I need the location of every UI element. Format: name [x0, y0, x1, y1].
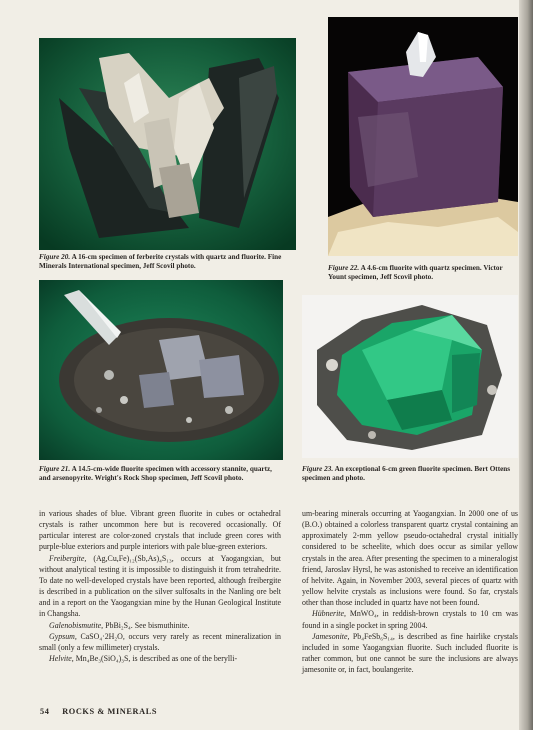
paragraph: Hübnerite, MnWO₄, in reddish-brown crystals to 10 cm was found in a single pocket in spring 2004.: [302, 609, 518, 630]
paragraph: Jamesonite, Pb₄FeSb₆S₁₄, is described as fine hairlike crystals included in some Yaogangxian fluorite. Such included fluorite is rather common, but one cannot be sure the inclusions are always jamesonite or, in fact, boulangerite.: [302, 631, 518, 675]
figure-20-text: A 16-cm specimen of ferberite crystals with quartz and fluorite. Fine Minerals International specimen, Jeff Scovil photo.: [39, 253, 282, 270]
paragraph: Gypsum, CaSO₄·2H₂O, occurs very rarely as recent mineralization in small (only a few millimeter) crystals.: [39, 631, 281, 652]
paragraph: um-bearing minerals occurring at Yaogangxian. In 2000 one of us (B.O.) obtained a colorless transparent quartz crystal containing an approximately 2-mm yellow pseudo-octahedral crystal initially considered to be scheelite, which does occur as similar yellow crystals in the area. After presenting the specimen to a mineralogist friend, Jaroslav Hyrsl, he was astonished to receive an identification of helvite. Again, in November 2003, several pieces of quartz with yellow helvite crystals as inclusions were found. So far, crystals other than those included in quartz have not been found.: [302, 509, 518, 608]
figure-23-text: An exceptional 6-cm green fluorite specimen. Bert Ottens specimen and photo.: [302, 465, 511, 482]
paragraph: Galenobismutite, PbBi₂S₄. See bismuthinite.: [49, 620, 190, 630]
mineral-term: Gypsum,: [49, 631, 77, 641]
figure-23-photo: [302, 295, 518, 458]
figure-23-caption: [302, 465, 518, 483]
mineral-term: Galenobismutite,: [49, 620, 104, 630]
mineral-term: Freibergite,: [49, 553, 87, 563]
paragraph: in various shades of blue. Vibrant green fluorite in cubes or octahedral crystals is rather uncommon here but is recovered occasionally. Of particular interest are color-zoned crystals that include green cores with purple-blue exteriors and purple interiors with pale blue-green exteriors.: [39, 509, 281, 552]
right-column: [302, 508, 518, 675]
figure-21-photo: [39, 280, 283, 460]
figure-20-photo: [39, 38, 296, 250]
mineral-term: Jamesonite,: [312, 631, 350, 641]
figure-22-text: A 4.6-cm fluorite with quartz specimen. Victor Yount specimen, Jeff Scovil photo.: [328, 264, 503, 281]
mineral-term: Hübnerite,: [312, 609, 346, 619]
paragraph: Helvite, Mn₄Be₃(SiO₄)₃S, is described as one of the berylli-: [49, 654, 238, 664]
figure-20-caption: [39, 253, 296, 271]
figure-22-photo: [328, 17, 518, 256]
figure-21-text: A 14.5-cm-wide fluorite specimen with accessory stannite, quartz, and arsenopyrite. Wright's Rock Shop specimen, Jeff Scovil photo.: [39, 465, 272, 482]
journal-name: ROCKS & MINERALS: [62, 707, 158, 716]
figure-20-label: Figure 20.: [39, 253, 71, 261]
figure-22-label: Figure 22.: [328, 264, 360, 272]
page-number: 54: [40, 707, 50, 716]
figure-21-caption: [39, 465, 283, 483]
page-footer: [40, 707, 167, 716]
figure-21-label: Figure 21.: [39, 465, 71, 473]
page-edge-shadow: [519, 0, 533, 730]
left-column: [39, 508, 281, 664]
figure-23-label: Figure 23.: [302, 465, 334, 473]
mineral-term: Helvite,: [49, 654, 74, 664]
paragraph: Freibergite, (Ag,Cu,Fe)₁₂(Sb,As)₄S₁₃, occurs at Yaogangxian, but without analytical testing it is impossible to distinguish it from tetrahedrite. To date no well-developed crystals have been reported, although freibergite is described in a publication on the silver sulfosalts in the Nanling ore belt and in a report on the Yaogangxian mine by the Hunan Geological Institute in Changsha.: [39, 553, 281, 619]
figure-22-caption: [328, 264, 518, 282]
